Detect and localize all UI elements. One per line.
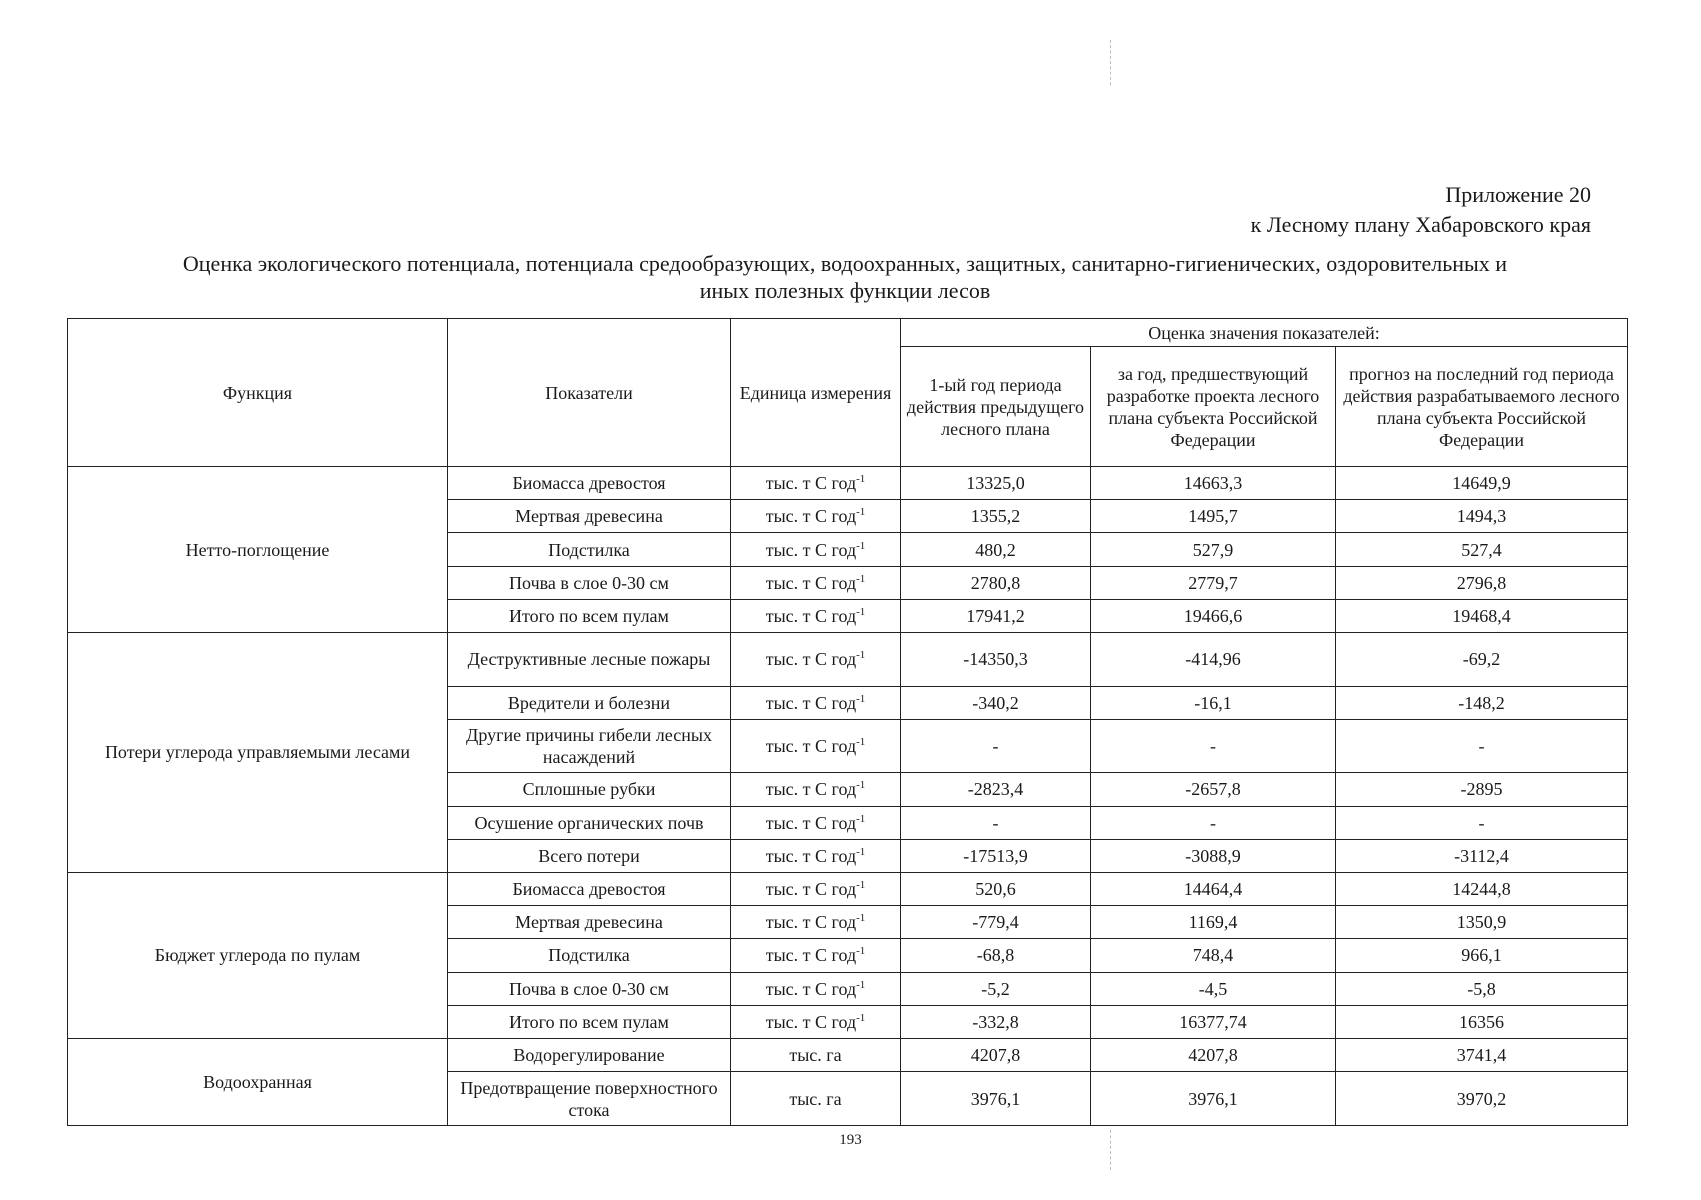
unit-exponent: -1 bbox=[856, 605, 866, 618]
value-cell-v1: 1355,2 bbox=[901, 500, 1091, 533]
value-cell-v1: - bbox=[901, 719, 1091, 773]
value-cell-v3: 14244,8 bbox=[1336, 872, 1628, 905]
unit-cell bbox=[731, 872, 901, 905]
value-cell-v1: - bbox=[901, 806, 1091, 839]
value-cell-v2: 4207,8 bbox=[1091, 1038, 1336, 1071]
value-cell-v3: -69,2 bbox=[1336, 633, 1628, 687]
indicator-cell: Подстилка bbox=[448, 533, 731, 566]
value-cell-v3: - bbox=[1336, 806, 1628, 839]
unit-cell bbox=[731, 906, 901, 939]
indicator-cell: Осушение органических почв bbox=[448, 806, 731, 839]
value-cell-v2: 1169,4 bbox=[1091, 906, 1336, 939]
value-cell-v3: 14649,9 bbox=[1336, 467, 1628, 500]
unit-base: тыс. т С год bbox=[765, 879, 857, 900]
table-body bbox=[68, 467, 1628, 1126]
indicator-cell: Итого по всем пулам bbox=[448, 1005, 731, 1038]
value-cell-v1: -5,2 bbox=[901, 972, 1091, 1005]
unit-cell bbox=[731, 633, 901, 687]
unit-cell bbox=[731, 500, 901, 533]
value-cell-v2: 1495,7 bbox=[1091, 500, 1336, 533]
unit-cell bbox=[731, 806, 901, 839]
forest-functions-table bbox=[67, 318, 1628, 1126]
indicator-cell: Вредители и болезни bbox=[448, 686, 731, 719]
value-cell-v2: -3088,9 bbox=[1091, 839, 1336, 872]
value-cell-v1: 2780,8 bbox=[901, 566, 1091, 599]
indicator-cell: Итого по всем пулам bbox=[448, 599, 731, 632]
value-cell-v3: 1494,3 bbox=[1336, 500, 1628, 533]
table-row bbox=[68, 872, 1628, 905]
value-cell-v1: 520,6 bbox=[901, 872, 1091, 905]
scan-artifact bbox=[1110, 1130, 1111, 1170]
value-cell-v1: 13325,0 bbox=[901, 467, 1091, 500]
unit-cell bbox=[731, 599, 901, 632]
unit-exponent: -1 bbox=[856, 506, 866, 519]
value-cell-v3: -2895 bbox=[1336, 773, 1628, 806]
header-evaluation: Оценка значения показателей: bbox=[901, 319, 1628, 347]
unit-cell bbox=[731, 839, 901, 872]
unit-cell bbox=[731, 939, 901, 972]
unit-base: тыс. т С год bbox=[765, 945, 857, 966]
value-cell-v2: -16,1 bbox=[1091, 686, 1336, 719]
unit-cell bbox=[731, 533, 901, 566]
value-cell-v1: -779,4 bbox=[901, 906, 1091, 939]
unit-base: тыс. т С год bbox=[765, 1011, 857, 1032]
unit-cell bbox=[731, 1005, 901, 1038]
value-cell-v3: 2796,8 bbox=[1336, 566, 1628, 599]
unit-cell bbox=[731, 773, 901, 806]
value-cell-v3: -148,2 bbox=[1336, 686, 1628, 719]
value-cell-v2: 748,4 bbox=[1091, 939, 1336, 972]
unit-base: тыс. т С год bbox=[765, 978, 857, 999]
indicator-cell: Почва в слое 0-30 см bbox=[448, 972, 731, 1005]
unit-base: тыс. т С год bbox=[765, 506, 857, 527]
function-cell: Нетто-поглощение bbox=[68, 467, 448, 633]
value-cell-v1: 3976,1 bbox=[901, 1072, 1091, 1126]
unit-cell bbox=[731, 467, 901, 500]
value-cell-v2: -4,5 bbox=[1091, 972, 1336, 1005]
unit-base: тыс. т С год bbox=[765, 736, 857, 757]
title-line-2: иных полезных функции лесов bbox=[699, 278, 991, 303]
indicator-cell: Другие причины гибели лесных насаждений bbox=[448, 719, 731, 773]
indicator-cell: Предотвращение поверхностного стока bbox=[448, 1072, 731, 1126]
value-cell-v2: 16377,74 bbox=[1091, 1005, 1336, 1038]
unit-cell bbox=[731, 686, 901, 719]
value-cell-v1: -340,2 bbox=[901, 686, 1091, 719]
table-row bbox=[68, 1038, 1628, 1071]
value-cell-v1: 17941,2 bbox=[901, 599, 1091, 632]
indicator-cell: Мертвая древесина bbox=[448, 906, 731, 939]
unit-base: тыс. т С год bbox=[765, 473, 857, 494]
header-function: Функция bbox=[68, 319, 448, 467]
value-cell-v1: -17513,9 bbox=[901, 839, 1091, 872]
value-cell-v2: -414,96 bbox=[1091, 633, 1336, 687]
value-cell-v2: - bbox=[1091, 806, 1336, 839]
value-cell-v2: - bbox=[1091, 719, 1336, 773]
value-cell-v1: 4207,8 bbox=[901, 1038, 1091, 1071]
indicator-cell: Водорегулирование bbox=[448, 1038, 731, 1071]
indicator-cell: Сплошные рубки bbox=[448, 773, 731, 806]
indicator-cell: Мертвая древесина bbox=[448, 500, 731, 533]
value-cell-v2: 19466,6 bbox=[1091, 599, 1336, 632]
function-cell: Потери углерода управляемыми лесами bbox=[68, 633, 448, 873]
unit-cell bbox=[731, 566, 901, 599]
unit-exponent: -1 bbox=[856, 912, 866, 925]
unit-base: тыс. т С год bbox=[765, 572, 857, 593]
title-line-1: Оценка экологического потенциала, потенциала средообразующих, водоохранных, защитных, санитарно-гигиенических, оздоровительных и bbox=[182, 251, 1508, 276]
value-cell-v3: -5,8 bbox=[1336, 972, 1628, 1005]
indicator-cell: Деструктивные лесные пожары bbox=[448, 633, 731, 687]
scan-artifact bbox=[1110, 40, 1111, 85]
unit-exponent: -1 bbox=[856, 879, 866, 892]
header-col3: прогноз на последний год периода действия разрабатываемого лесного плана субъекта Российской Федерации bbox=[1336, 347, 1628, 467]
unit-base: тыс. т С год bbox=[765, 605, 857, 626]
unit-exponent: -1 bbox=[856, 779, 866, 792]
value-cell-v2: 3976,1 bbox=[1091, 1072, 1336, 1126]
unit-exponent: -1 bbox=[856, 1011, 866, 1024]
unit-exponent: -1 bbox=[856, 473, 866, 486]
indicator-cell: Почва в слое 0-30 см bbox=[448, 566, 731, 599]
value-cell-v3: 966,1 bbox=[1336, 939, 1628, 972]
unit-exponent: -1 bbox=[856, 572, 866, 585]
unit-exponent: -1 bbox=[856, 736, 866, 749]
unit-exponent: -1 bbox=[856, 845, 866, 858]
table-row bbox=[68, 633, 1628, 687]
value-cell-v2: 14464,4 bbox=[1091, 872, 1336, 905]
value-cell-v2: 527,9 bbox=[1091, 533, 1336, 566]
unit-base: тыс. т С год bbox=[765, 692, 857, 713]
appendix-note bbox=[1251, 180, 1591, 240]
value-cell-v3: 16356 bbox=[1336, 1005, 1628, 1038]
document-title bbox=[95, 250, 1595, 304]
table-row bbox=[68, 467, 1628, 500]
appendix-line-1: Приложение 20 bbox=[1445, 182, 1591, 207]
unit-base: тыс. т С год bbox=[765, 845, 857, 866]
appendix-line-2: к Лесному плану Хабаровского края bbox=[1250, 212, 1591, 237]
indicator-cell: Всего потери bbox=[448, 839, 731, 872]
unit-cell bbox=[731, 972, 901, 1005]
value-cell-v1: 480,2 bbox=[901, 533, 1091, 566]
header-col2: за год, предшествующий разработке проекта лесного плана субъекта Российской Федерации bbox=[1091, 347, 1336, 467]
page-number: 193 bbox=[839, 1132, 862, 1148]
function-cell: Бюджет углерода по пулам bbox=[68, 872, 448, 1038]
unit-cell: тыс. га bbox=[731, 1072, 901, 1126]
value-cell-v3: -3112,4 bbox=[1336, 839, 1628, 872]
value-cell-v3: 3970,2 bbox=[1336, 1072, 1628, 1126]
value-cell-v2: 14663,3 bbox=[1091, 467, 1336, 500]
indicator-cell: Биомасса древостоя bbox=[448, 872, 731, 905]
unit-base: тыс. т С год bbox=[765, 539, 857, 560]
value-cell-v3: 1350,9 bbox=[1336, 906, 1628, 939]
function-cell: Водоохранная bbox=[68, 1038, 448, 1125]
unit-exponent: -1 bbox=[856, 539, 866, 552]
unit-exponent: -1 bbox=[856, 692, 866, 705]
value-cell-v1: -68,8 bbox=[901, 939, 1091, 972]
unit-base: тыс. т С год bbox=[765, 779, 857, 800]
unit-base: тыс. т С год bbox=[765, 649, 857, 670]
indicator-cell: Подстилка bbox=[448, 939, 731, 972]
indicator-cell: Биомасса древостоя bbox=[448, 467, 731, 500]
value-cell-v2: -2657,8 bbox=[1091, 773, 1336, 806]
value-cell-v3: - bbox=[1336, 719, 1628, 773]
unit-cell: тыс. га bbox=[731, 1038, 901, 1071]
unit-exponent: -1 bbox=[856, 649, 866, 662]
value-cell-v2: 2779,7 bbox=[1091, 566, 1336, 599]
value-cell-v3: 3741,4 bbox=[1336, 1038, 1628, 1071]
unit-exponent: -1 bbox=[856, 978, 866, 991]
value-cell-v1: -2823,4 bbox=[901, 773, 1091, 806]
value-cell-v3: 19468,4 bbox=[1336, 599, 1628, 632]
value-cell-v1: -14350,3 bbox=[901, 633, 1091, 687]
value-cell-v3: 527,4 bbox=[1336, 533, 1628, 566]
value-cell-v1: -332,8 bbox=[901, 1005, 1091, 1038]
unit-exponent: -1 bbox=[856, 945, 866, 958]
header-unit: Единица измерения bbox=[731, 319, 901, 467]
unit-exponent: -1 bbox=[856, 812, 866, 825]
unit-cell bbox=[731, 719, 901, 773]
unit-base: тыс. т С год bbox=[765, 812, 857, 833]
header-indicators: Показатели bbox=[448, 319, 731, 467]
header-col1: 1-ый год периода действия предыдущего лесного плана bbox=[901, 347, 1091, 467]
unit-base: тыс. т С год bbox=[765, 912, 857, 933]
